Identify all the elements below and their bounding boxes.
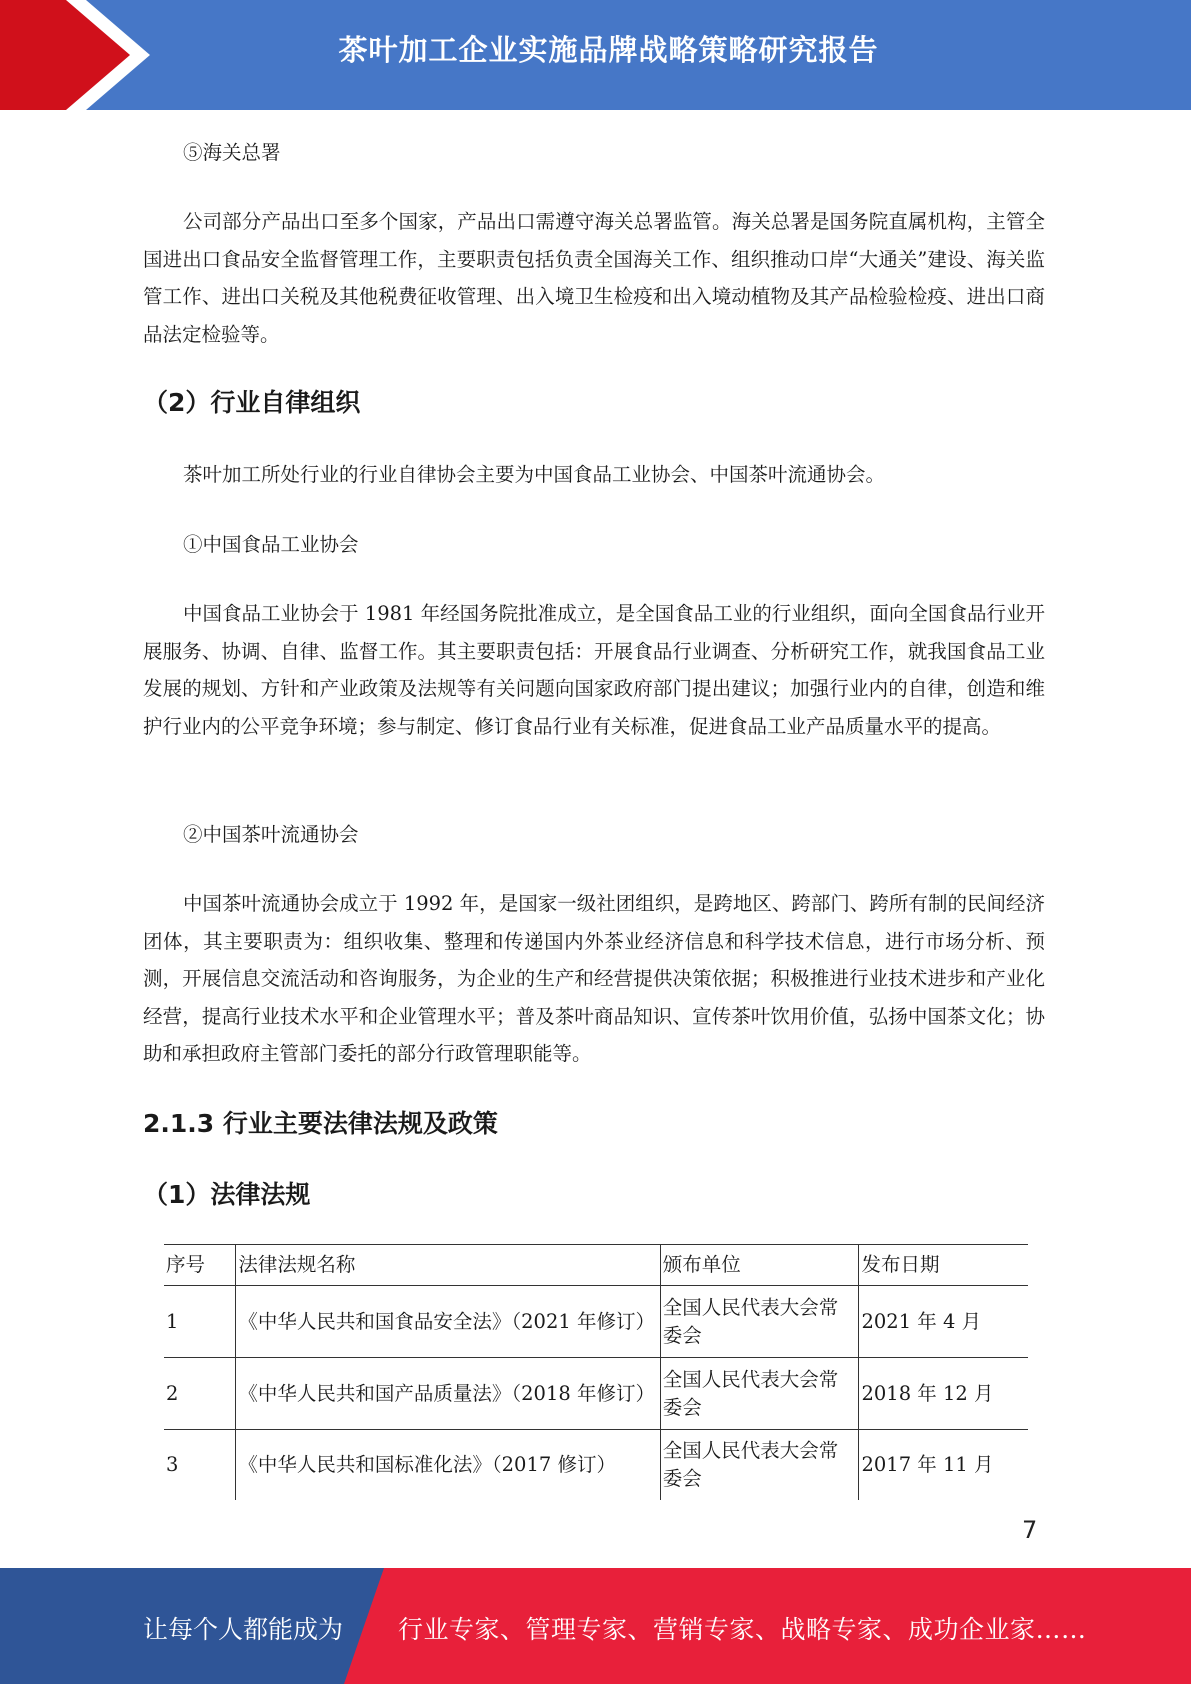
customs-label: ⑤海关总署 bbox=[183, 141, 281, 164]
page-number: 7 bbox=[1022, 1516, 1038, 1544]
customs-paragraph: 公司部分产品出口至多个国家，产品出口需遵守海关总署监管。海关总署是国务院直属机构，主管全国进出口食品安全监督管理工作，主要职责包括负责全国海关工作、组织推动口岸“大通关”建设、海关监管工作、进出口关税及其他税费征收管理、出入境卫生检疫和出入境动植物及其产品检验检疫、进出口商品法定检验等。 bbox=[143, 210, 1045, 346]
self-regulation-intro: 茶叶加工所处行业的行业自律协会主要为中国食品工业协会、中国茶叶流通协会。 bbox=[183, 463, 886, 486]
header-issuer: 颁布单位 bbox=[660, 1245, 859, 1286]
header-no: 序号 bbox=[164, 1245, 236, 1286]
laws-heading: （1）法律法规 bbox=[143, 1180, 311, 1209]
row-no: 3 bbox=[166, 1453, 179, 1476]
ctma-paragraph: 中国茶叶流通协会成立于 1992 年，是国家一级社团组织，是跨地区、跨部门、跨所有制的民间经济团体，其主要职责为：组织收集、整理和传递国内外茶业经济信息和科学技术信息，进行市场分析、预测，开展信息交流活动和咨询服务，为企业的生产和经营提供决策依据；积极推进行业技术进步和产业化经营，提高行业技术水平和企业管理水平；普及茶叶商品知识、宣传茶叶饮用价值，弘扬中国茶文化；协助和承担政府主管部门委托的部分行政管理职能等。 bbox=[143, 892, 1045, 1065]
row-issuer: 全国人民代表大会常委会 bbox=[660, 1358, 859, 1430]
table-row bbox=[164, 1286, 1028, 1358]
table-row bbox=[164, 1358, 1028, 1430]
self-regulation-heading: （2）行业自律组织 bbox=[143, 388, 361, 417]
footer-slogan-left: 让每个人都能成为 bbox=[143, 1615, 344, 1644]
row-issuer: 全国人民代表大会常委会 bbox=[660, 1286, 859, 1358]
row-no: 1 bbox=[164, 1286, 236, 1358]
header-date: 发布日期 bbox=[859, 1245, 1028, 1286]
header-name: 法律法规名称 bbox=[236, 1245, 660, 1286]
row-issuer: 全国人民代表大会常委会 bbox=[660, 1430, 859, 1501]
page-header bbox=[0, 0, 1191, 110]
laws-section-heading: 2.1.3 行业主要法律法规及政策 bbox=[143, 1109, 498, 1138]
ctma-label: ②中国茶叶流通协会 bbox=[183, 823, 359, 846]
page-footer bbox=[0, 1568, 1191, 1684]
report-title: 茶叶加工企业实施品牌战略策略研究报告 bbox=[338, 33, 879, 67]
table-header-row bbox=[164, 1245, 1028, 1286]
row-date: 2018 年 12 月 bbox=[859, 1358, 1028, 1430]
table-row bbox=[164, 1430, 1028, 1501]
row-no: 2 bbox=[164, 1358, 236, 1430]
row-name: 《中华人民共和国产品质量法》（2018 年修订） bbox=[236, 1358, 660, 1430]
row-name: 《中华人民共和国食品安全法》（2021 年修订） bbox=[236, 1286, 660, 1358]
row-date: 2017 年 11 月 bbox=[859, 1430, 1028, 1501]
cfia-paragraph: 中国食品工业协会于 1981 年经国务院批准成立，是全国食品工业的行业组织，面向全国食品行业开展服务、协调、自律、监督工作。其主要职责包括：开展食品行业调查、分析研究工作，就我国食品工业发展的规划、方针和产业政策及法规等有关问题向国家政府部门提出建议；加强行业内的自律，创造和维护行业内的公平竞争环境；参与制定、修订食品行业有关标准，促进食品工业产品质量水平的提高。 bbox=[143, 602, 1045, 738]
footer-slogan-right: 行业专家、管理专家、营销专家、战略专家、成功企业家…… bbox=[398, 1615, 1087, 1644]
laws-table bbox=[164, 1244, 1028, 1500]
cfia-label: ①中国食品工业协会 bbox=[183, 533, 359, 556]
row-name: 《中华人民共和国标准化法》（2017 修订） bbox=[236, 1430, 660, 1501]
row-date: 2021 年 4 月 bbox=[859, 1286, 1028, 1358]
